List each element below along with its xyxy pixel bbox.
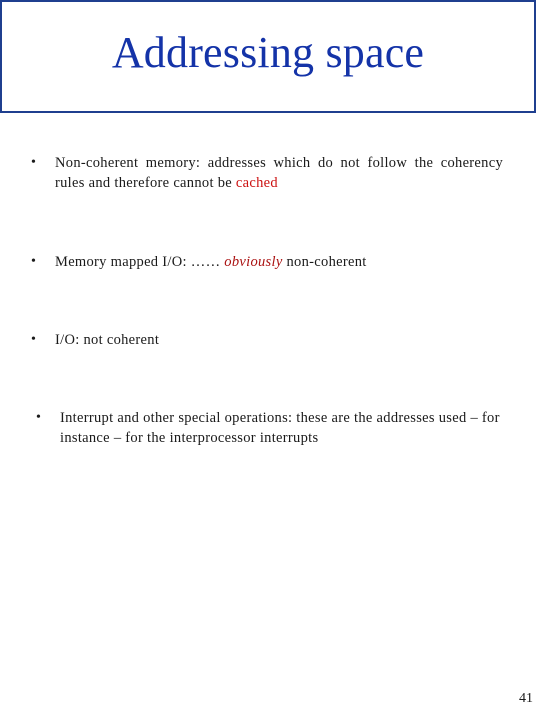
bullet-text: Interrupt and other special operations: these are the addresses used – for instance – for the interprocessor interrupts [60, 410, 500, 446]
bullet-highlight-cached: cached [235, 175, 278, 191]
bullet-marker: • [31, 254, 36, 269]
bullet-text [55, 252, 367, 272]
bullet-memory-mapped-io [31, 252, 503, 272]
title-box [0, 0, 536, 113]
bullet-text-main: Non-coherent memory: addresses which do not follow the coherency rules and therefore cannot be [55, 155, 503, 191]
bullet-non-coherent-memory [31, 153, 503, 193]
bullet-text [55, 153, 503, 193]
bullet-text-main: Memory mapped I/O: …… [55, 254, 225, 270]
bullet-interrupt-operations [36, 408, 506, 448]
bullet-marker: • [31, 155, 36, 170]
bullet-io [31, 330, 503, 350]
bullet-highlight-obviously: obviously [224, 254, 283, 270]
bullet-marker: • [31, 332, 36, 347]
bullet-marker: • [36, 410, 41, 425]
slide-title: Addressing space [111, 28, 425, 77]
page-number: 41 [519, 691, 533, 706]
bullet-text-tail: non-coherent [282, 254, 367, 270]
bullet-text: I/O: not coherent [55, 332, 160, 348]
